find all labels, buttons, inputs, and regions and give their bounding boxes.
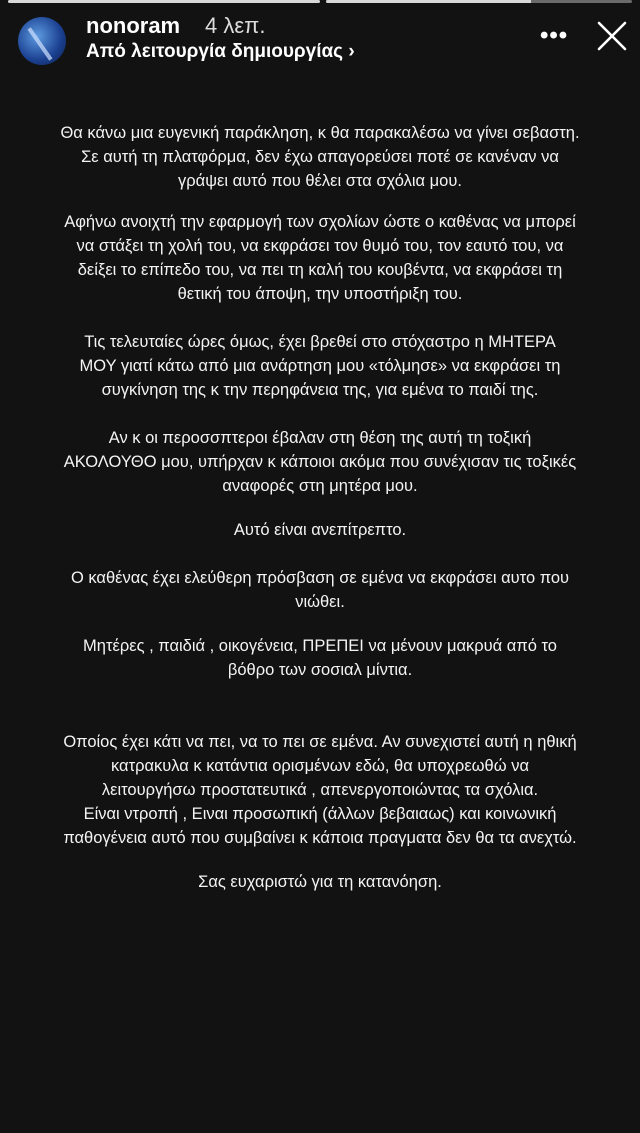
text-line: Οποίος έχει κάτι να πει, να το πει σε εμένα. Αν συνεχιστεί αυτή η ηθική bbox=[63, 733, 577, 751]
story-paragraph bbox=[0, 121, 640, 193]
text-line: Σας ευχαριστώ για τη κατανόηση. bbox=[198, 873, 442, 891]
story-paragraph bbox=[0, 634, 640, 682]
text-line: Θα κάνω μια ευγενική παράκληση, κ θα παρακαλέσω να γίνει σεβαστη. bbox=[60, 124, 580, 142]
text-line: ΑΚΟΛΟΥΘΟ μου, υπήρχαν κ κάποιοι ακόμα που συνέχισαν τις τοξικές bbox=[63, 453, 577, 471]
story-progress-2 bbox=[326, 0, 632, 3]
more-options-icon[interactable]: ••• bbox=[540, 22, 569, 49]
text-line: Αφήνω ανοιχτή την εφαρμογή των σχολίων ώστε ο καθένας να μπορεί bbox=[64, 213, 576, 231]
story-paragraph bbox=[0, 870, 640, 894]
progress-fill bbox=[326, 0, 531, 3]
close-icon[interactable] bbox=[596, 20, 628, 52]
text-line: Τις τελευταίες ώρες όμως, έχει βρεθεί στο στόχαστρο η ΜΗΤΕΡΑ bbox=[84, 333, 556, 351]
text-line: Ο καθένας έχει ελεύθερη πρόσβαση σε εμένα να εκφράσει αυτο που bbox=[70, 569, 570, 587]
story-paragraph bbox=[0, 566, 640, 614]
story-paragraph bbox=[0, 330, 640, 402]
story-paragraph bbox=[0, 730, 640, 850]
post-time: 4 λεπ. bbox=[205, 13, 266, 38]
text-line: συγκίνηση της κ την περηφάνεια της, για εμένα το παιδί της. bbox=[101, 381, 539, 399]
story-paragraph bbox=[0, 518, 640, 542]
text-line: νιώθει. bbox=[295, 593, 345, 611]
story-paragraph bbox=[0, 426, 640, 498]
text-line: κατρακυλα κ κατάντια ορισμένων εδώ, θα υποχρεωθώ να bbox=[111, 757, 529, 775]
text-line: να στάξει τη χολή του, να εκφράσει τον θυμό του, τον εαυτό του, να bbox=[76, 237, 564, 255]
username[interactable]: nonoram bbox=[86, 13, 181, 38]
text-line: παθογένεια αυτό που συμβαίνει κ κάποια πραγματα δεν θα τα ανεχτώ. bbox=[63, 829, 577, 847]
text-line: αναφορές στη μητέρα μου. bbox=[222, 477, 418, 495]
text-line: λειτουργήσω προστατευτικά , απενεργοποιώντας τα σχόλια. bbox=[101, 781, 539, 799]
text-line: δείξει το επίπεδο του, να πει τη καλή του κουβέντα, να εκφράσει τη bbox=[77, 261, 563, 279]
text-line: βόθρο των σοσιαλ μίντια. bbox=[227, 661, 413, 679]
text-line: θετική του άποψη, την υποστήριξη του. bbox=[177, 285, 463, 303]
text-line: γράψει αυτό που θέλει στα σχόλια μου. bbox=[178, 172, 462, 190]
text-line: Σε αυτή τη πλατφόρμα, δεν έχω απαγορεύσει ποτέ σε κανέναν να bbox=[81, 148, 559, 166]
story-paragraph bbox=[0, 210, 640, 306]
progress-fill bbox=[8, 0, 320, 3]
text-line: Μητέρες , παιδιά , οικογένεια, ΠΡΕΠΕΙ να μένουν μακρυά από το bbox=[83, 637, 557, 655]
creator-mode-link[interactable]: Από λειτουργία δημιουργίας › bbox=[86, 41, 355, 62]
avatar[interactable] bbox=[18, 17, 66, 65]
text-line: Αυτό είναι ανεπίτρεπτο. bbox=[233, 521, 407, 539]
text-line: Είναι ντροπή , Ειναι προσωπική (άλλων βεβαιαως) και κοινωνική bbox=[83, 805, 557, 823]
text-line: ΜΟΥ γιατί κάτω από μια ανάρτηση μου «τόλμησε» να εκφράσει τη bbox=[79, 357, 561, 375]
text-line: Αν κ οι περοσσπτεροι έβαλαν στη θέση της αυτή τη τοξική bbox=[108, 429, 532, 447]
story-progress-1 bbox=[8, 0, 320, 3]
